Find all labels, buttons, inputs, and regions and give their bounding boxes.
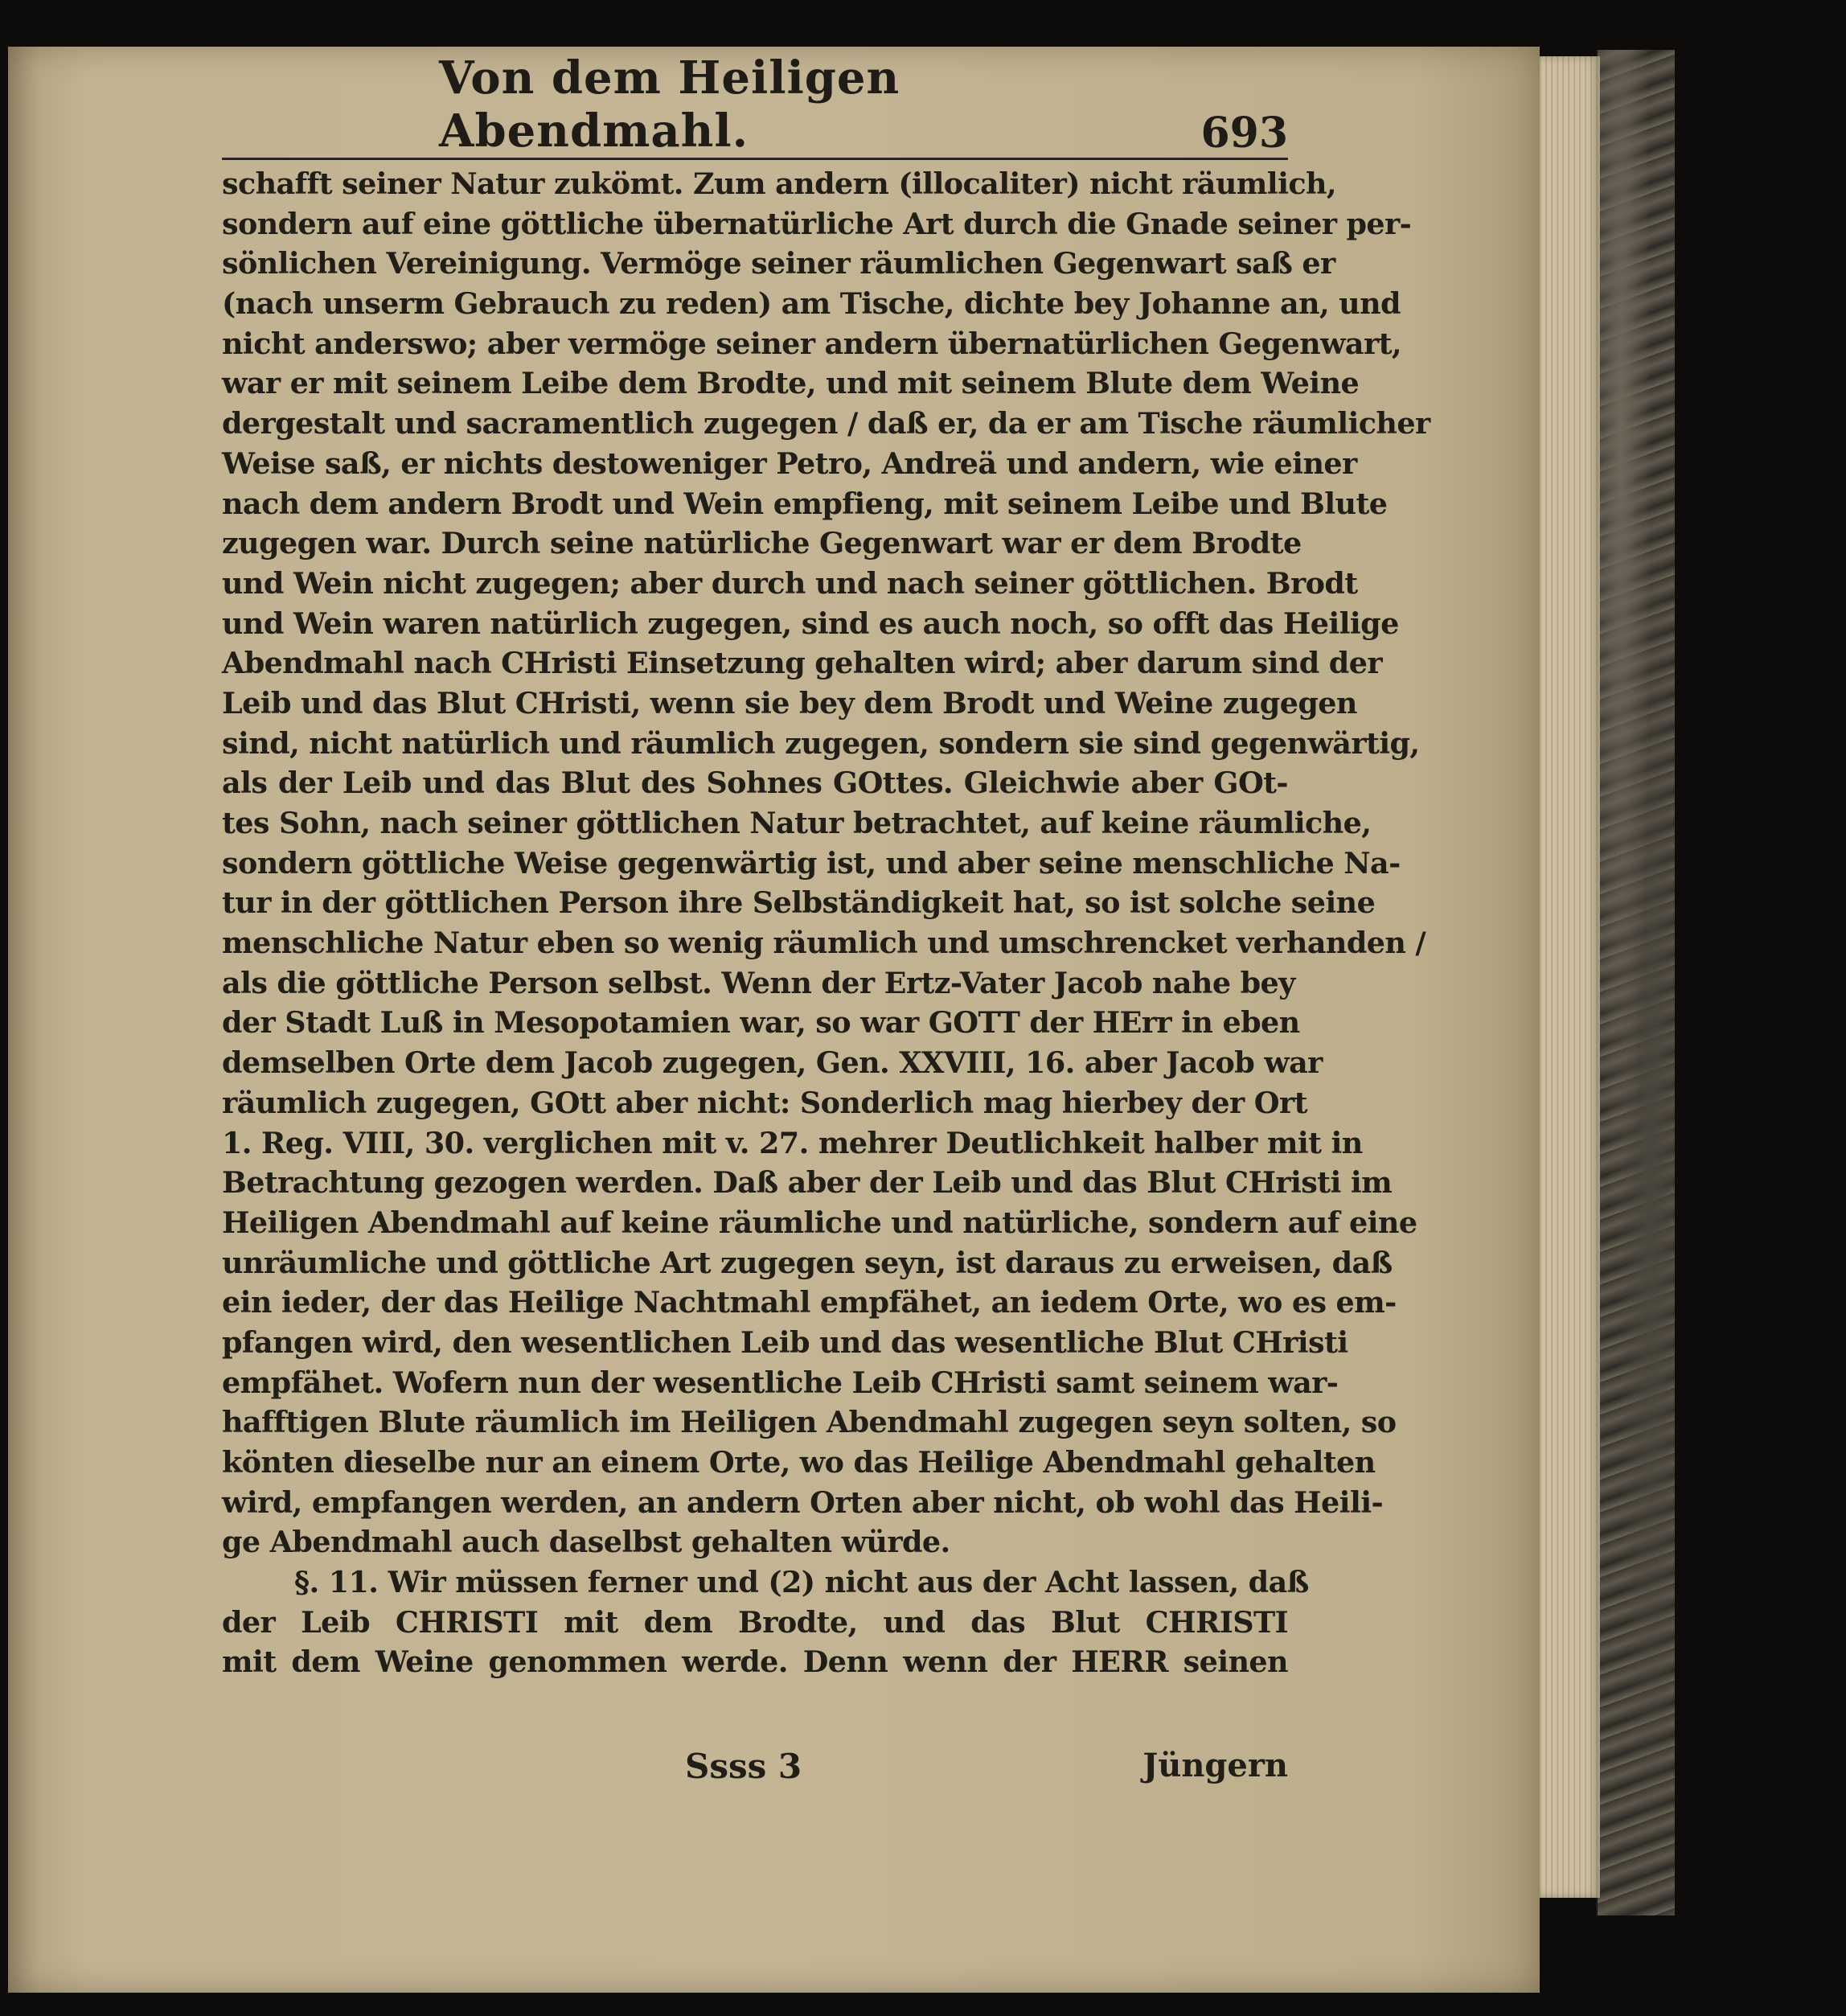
catchword: Jüngern bbox=[1142, 1747, 1288, 1784]
text-line: als der Leib und das Blut des Sohnes GOttes. Gleichwie aber GOt- bbox=[222, 766, 1288, 801]
text-line: der Stadt Luß in Mesopotamien war, so war GOTT der HErr in eben bbox=[222, 1005, 1300, 1041]
text-line: Betrachtung gezogen werden. Daß aber der Leib und das Blut CHristi im bbox=[222, 1165, 1393, 1201]
text-line: Weise saß, er nichts destoweniger Petro, Andreä und andern, wie einer bbox=[222, 445, 1357, 481]
signature-mark: Ssss 3 bbox=[685, 1747, 802, 1786]
text-line: nicht anderswo; aber vermöge seiner andern übernatürlichen Gegenwart, bbox=[222, 326, 1401, 361]
running-head-title: Von dem Heiligen Abendmahl. bbox=[439, 51, 900, 158]
text-line: ein ieder, der das Heilige Nachtmahl empfähet, an iedem Orte, wo es em- bbox=[222, 1285, 1397, 1320]
body-text bbox=[222, 164, 1430, 1682]
text-line: unräumliche und göttliche Art zugegen seyn, ist daraus zu erweisen, daß bbox=[222, 1245, 1393, 1280]
text-line: demselben Orte dem Jacob zugegen, Gen. XXVIII, 16. aber Jacob war bbox=[222, 1045, 1323, 1081]
text-line: könten dieselbe nur an einem Orte, wo das Heilige Abendmahl gehalten bbox=[222, 1445, 1376, 1480]
text-line: sönlichen Vereinigung. Vermöge seiner räumlichen Gegenwart saß er bbox=[222, 246, 1335, 281]
text-line: §. 11. Wir müssen ferner und (2) nicht aus der Acht lassen, daß bbox=[294, 1565, 1309, 1600]
text-line: ge Abendmahl auch daselbst gehalten würde. bbox=[222, 1525, 950, 1560]
text-line: nach dem andern Brodt und Wein empfieng, mit seinem Leibe und Blute bbox=[222, 486, 1388, 521]
text-line: schafft seiner Natur zukömt. Zum andern (illocaliter) nicht räumlich, bbox=[222, 166, 1337, 201]
text-line: als die göttliche Person selbst. Wenn der Ertz-Vater Jacob nahe bey bbox=[222, 965, 1295, 1000]
text-line: tes Sohn, nach seiner göttlichen Natur betrachtet, auf keine räumliche, bbox=[222, 806, 1372, 840]
text-line: empfähet. Wofern nun der wesentliche Leib CHristi samt seinem war- bbox=[222, 1365, 1339, 1400]
text-line: tur in der göttlichen Person ihre Selbständigkeit hat, so ist solche seine bbox=[222, 885, 1376, 921]
text-line: und Wein nicht zugegen; aber durch und nach seiner göttlichen. Brodt bbox=[222, 565, 1358, 601]
text-line: (nach unserm Gebrauch zu reden) am Tische, dichte bey Johanne an, und bbox=[222, 286, 1401, 322]
text-line: pfangen wird, den wesentlichen Leib und das wesentliche Blut CHristi bbox=[222, 1324, 1348, 1360]
text-line: räumlich zugegen, GOtt aber nicht: Sonderlich mag hierbey der Ort bbox=[222, 1085, 1307, 1120]
text-line: und Wein waren natürlich zugegen, sind es auch noch, so offt das Heilige bbox=[222, 606, 1399, 641]
marbled-cover-board bbox=[1596, 50, 1675, 1915]
text-line: Heiligen Abendmahl auf keine räumliche und natürliche, sondern auf eine bbox=[222, 1205, 1417, 1240]
page-footer bbox=[222, 1747, 1288, 1795]
text-line: menschliche Natur eben so wenig räumlich und umschrencket verhanden / bbox=[222, 926, 1426, 961]
text-line: sind, nicht natürlich und räumlich zugegen, sondern sie sind gegenwärtig, bbox=[222, 725, 1420, 761]
text-line: mit dem Weine genommen werde. Denn wenn der HERR seinen bbox=[222, 1644, 1288, 1680]
text-line: hafftigen Blute räumlich im Heiligen Abendmahl zugegen seyn solten, so bbox=[222, 1405, 1397, 1440]
text-line: sondern auf eine göttliche übernatürliche Art durch die Gnade seiner per- bbox=[222, 206, 1412, 241]
page-number: 693 bbox=[1200, 109, 1288, 158]
text-line: zugegen war. Durch seine natürliche Gegenwart war er dem Brodte bbox=[222, 526, 1302, 561]
text-line: Leib und das Blut CHristi, wenn sie bey dem Brodt und Weine zugegen bbox=[222, 685, 1357, 721]
text-line: sondern göttliche Weise gegenwärtig ist, und aber seine menschliche Na- bbox=[222, 845, 1401, 881]
text-line: dergestalt und sacramentlich zugegen / daß er, da er am Tische räumlicher bbox=[222, 406, 1430, 441]
text-line: wird, empfangen werden, an andern Orten aber nicht, ob wohl das Heili- bbox=[222, 1484, 1384, 1520]
text-line: war er mit seinem Leibe dem Brodte, und mit seinem Blute dem Weine bbox=[222, 366, 1360, 401]
text-line: 1. Reg. VIII, 30. verglichen mit v. 27. mehrer Deutlichkeit halber mit in bbox=[222, 1125, 1363, 1160]
text-line: Abendmahl nach CHristi Einsetzung gehalten wird; aber darum sind der bbox=[222, 646, 1382, 681]
text-line: der Leib CHRISTI mit dem Brodte, und das Blut CHRISTI bbox=[222, 1604, 1288, 1640]
running-head bbox=[222, 51, 1288, 160]
